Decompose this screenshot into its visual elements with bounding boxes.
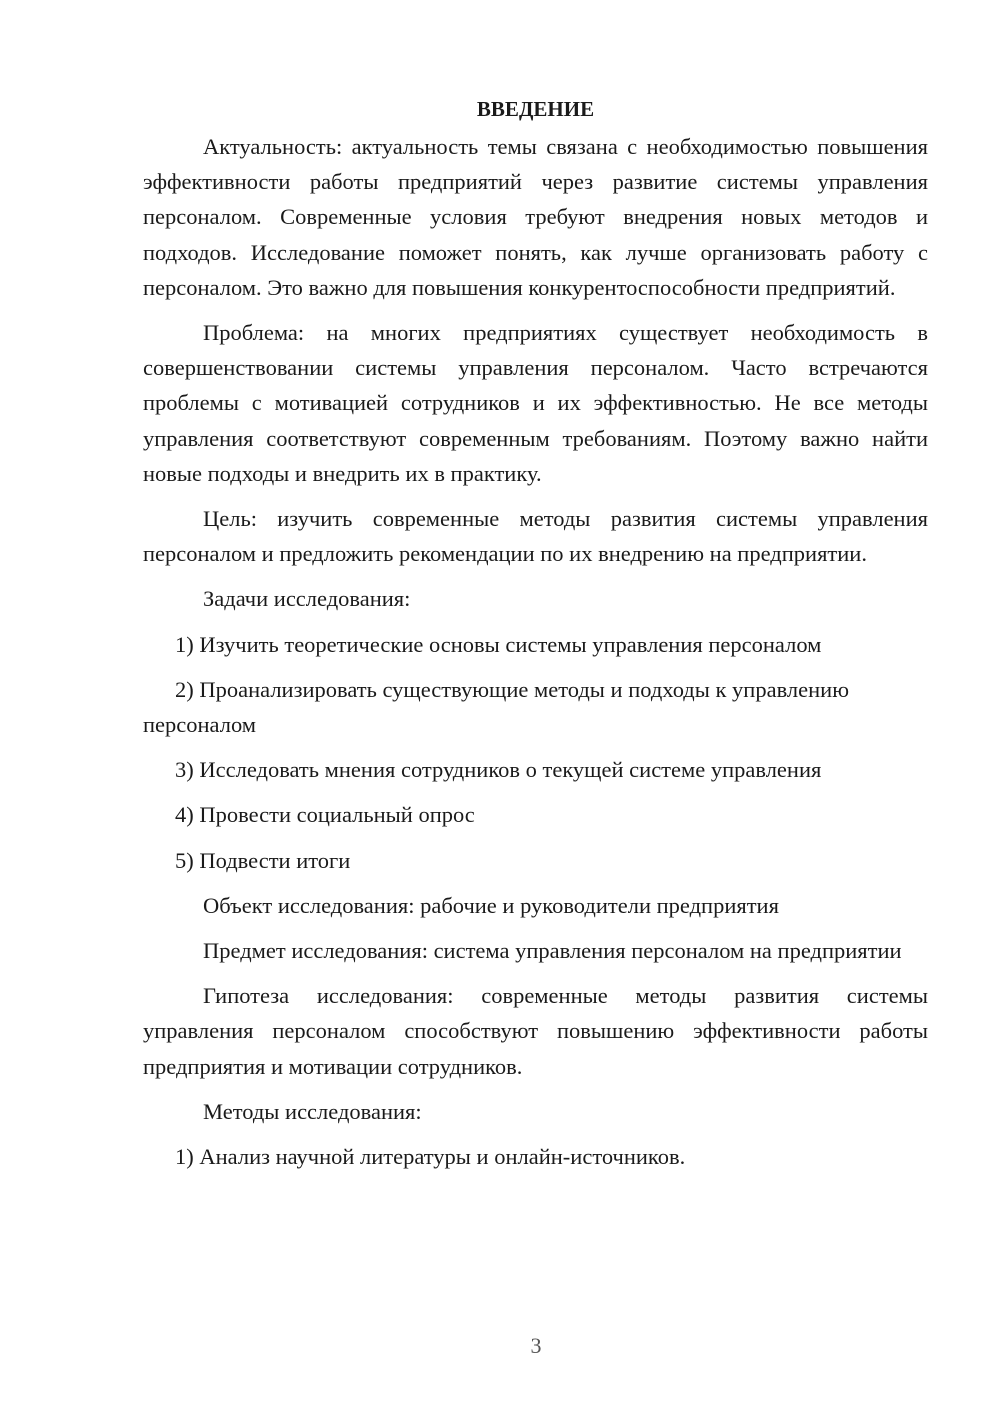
tasks-list: [143, 627, 928, 878]
task-item: 4) Провести социальный опрос: [175, 802, 475, 828]
task-item: 3) Исследовать мнения сотрудников о текущей системе управления: [175, 757, 822, 783]
task-item: 2) Проанализировать существующие методы и подходы к управлению персоналом: [143, 676, 850, 738]
section-title: ВВЕДЕНИЕ: [476, 97, 595, 121]
relevance-paragraph: Актуальность: актуальность темы связана с необходимостью повышения эффективности работы предприятий через развитие системы управления персоналом. Современные условия требуют внедрения новых методов и подходов. Исследование поможет понять, как лучше организовать работу с персоналом. Это важно для повышения конкурентоспособности предприятий.: [143, 134, 928, 300]
task-item: 5) Подвести итоги: [175, 847, 351, 873]
tasks-heading: Задачи исследования:: [203, 586, 411, 612]
subject-paragraph: Предмет исследования: система управления персоналом на предприятии: [203, 938, 902, 964]
methods-heading: Методы исследования:: [203, 1098, 422, 1124]
methods-list: [143, 1139, 928, 1174]
page-body: [143, 92, 928, 1184]
goal-paragraph: Цель: изучить современные методы развития системы управления персоналом и предложить рекомендации по их внедрению на предприятии.: [143, 506, 928, 567]
problem-paragraph: Проблема: на многих предприятиях существует необходимость в совершенствовании системы управления персоналом. Часто встречаются проблемы с мотивацией сотрудников и их эффективностью. Не все методы управления соответствуют современным требованиям. Поэтому важно найти новые подходы и внедрить их в практику.: [143, 320, 928, 486]
method-item: 1) Анализ научной литературы и онлайн-источников.: [175, 1144, 686, 1170]
hypothesis-paragraph: Гипотеза исследования: современные методы развития системы управления персоналом способствуют повышению эффективности работы предприятия и мотивации сотрудников.: [143, 983, 928, 1079]
task-item: 1) Изучить теоретические основы системы управления персоналом: [175, 631, 822, 657]
page-number: 3: [530, 1333, 542, 1358]
object-paragraph: Объект исследования: рабочие и руководители предприятия: [203, 892, 779, 918]
